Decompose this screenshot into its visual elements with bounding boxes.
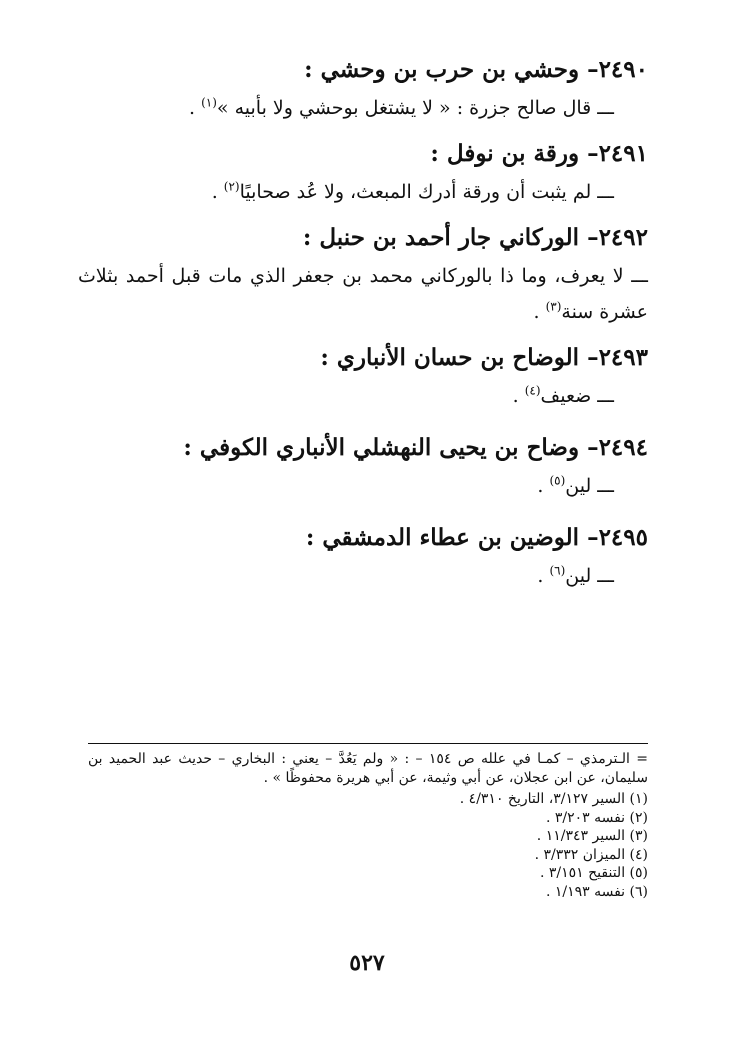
entry-2494: [78, 428, 648, 504]
footnote-marker: (٤): [524, 383, 541, 398]
footnote-item: (١) السير ٣/١٢٧، التاريخ ٤/٣١٠ .: [459, 791, 648, 807]
entry-heading: ٢٤٩٥– الوضين بن عطاء الدمشقي :: [305, 524, 648, 551]
entry-2491: [78, 134, 648, 210]
footnote-item: (٤) الميزان ٣/٣٣٢ .: [534, 846, 648, 863]
footnote-marker: (٦): [549, 563, 566, 578]
entry-text: ـــ لين$^{(٦)}$ .: [537, 563, 614, 587]
entry-text: ـــ ضعيف$^{(٤)}$ .: [512, 383, 614, 407]
entry-heading: ٢٤٩٠– وحشي بن حرب بن وحشي :: [304, 56, 648, 83]
entry-heading: ٢٤٩٢– الوركاني جار أحمد بن حنبل :: [302, 224, 648, 251]
footnote-marker: (٣): [545, 299, 562, 314]
entry-2495: [78, 518, 648, 594]
entry-text: ـــ لين$^{(٥)}$ .: [537, 473, 614, 497]
entry-heading: ٢٤٩٣– الوضاح بن حسان الأنباري :: [320, 344, 648, 371]
entry-text: ـــ لم يثبت أن ورقة أدرك المبعث، ولا عُد صحابيًا$^{(٢)}$ .: [211, 179, 614, 203]
entry-2493: [78, 338, 648, 414]
footnote-marker: (١): [201, 95, 217, 110]
entry-text: ـــ قال صالح جزرة : « لا يشتغل بوحشي ولا بأبيه »$^{(١)}$ .: [188, 95, 614, 119]
entry-text: ـــ لا يعرف، وما ذا بالوركاني محمد بن جعفر الذي مات قبل أحمد بثلاث عشرة سنة$^{(٣)}$ .: [78, 265, 648, 323]
footnote-marker: (٢): [223, 179, 240, 194]
footnote-continuation: = الـترمذي – كمـا في علله ص ١٥٤ – : « ولم يَعُدَّ – يعني : البخاري – حديث عبد الحميد بن سليمان، عن ابن عجلان، عن أبي وثيمة، عن أبي هريرة محفوظًا » .: [88, 751, 648, 786]
footnote-item: (٢) نفسه ٣/٢٠٣ .: [545, 809, 648, 826]
entry-heading: ٢٤٩١– ورقة بن نوفل :: [430, 140, 648, 167]
footnotes-section: [88, 743, 648, 901]
entry-2492: [78, 218, 648, 330]
footnote-list: [88, 790, 648, 901]
page-number: ٥٢٧: [349, 950, 385, 976]
entries-list: [78, 50, 648, 594]
footnote-marker: (٥): [549, 473, 566, 488]
entry-2490: [78, 50, 648, 126]
entry-heading: ٢٤٩٤– وضاح بن يحيى النهشلي الأنباري الكوفي :: [183, 434, 648, 461]
footnote-item: (٣) السير ١١/٣٤٣ .: [536, 828, 648, 844]
footnote-item: (٥) التنقيح ٣/١٥١ .: [539, 865, 648, 881]
footnote-item: (٦) نفسه ١/١٩٣ .: [545, 883, 648, 900]
